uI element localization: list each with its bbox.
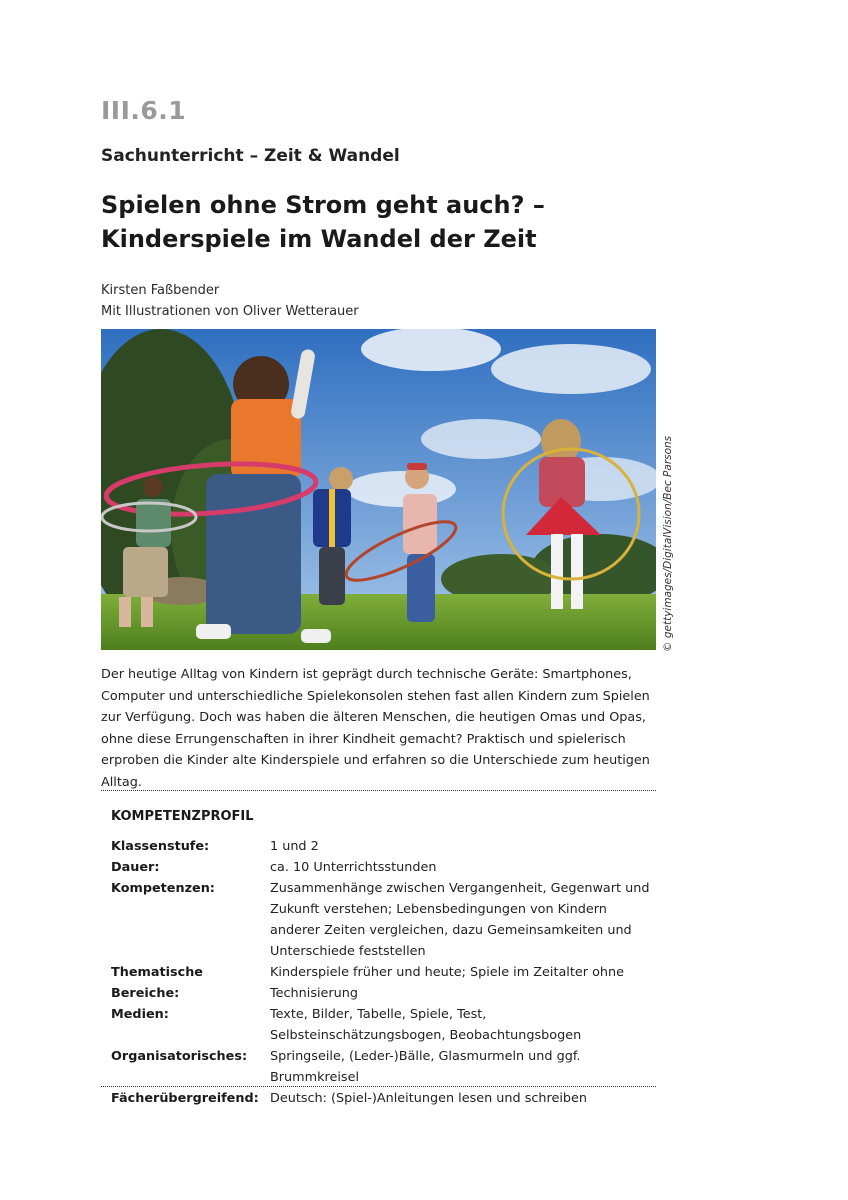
page-title <box>101 188 545 256</box>
profile-label: Medien: <box>111 1007 169 1022</box>
profile-value: ca. 10 Unterrichtsstunden <box>270 860 437 875</box>
title-line-2: Kinderspiele im Wandel der Zeit <box>101 225 537 253</box>
subject-heading: Sachunterricht – Zeit & Wandel <box>101 146 400 166</box>
author-block <box>101 280 359 322</box>
profile-row-grade <box>111 836 651 857</box>
profile-label: Fächerübergreifend: <box>111 1091 259 1106</box>
competence-profile-table <box>111 836 651 1109</box>
profile-label: Dauer: <box>111 860 160 875</box>
intro-paragraph: Der heutige Alltag von Kindern ist geprägt durch technische Geräte: Smartphones, Computer und unterschiedliche Spielekonsolen stehen fast allen Kindern zum Spielen zur Verfügung. Doch was haben die älteren Menschen, die heutigen Omas und Opas, ohne diese Errungenschaften in ihrer Kindheit gemacht? Praktisch und spielerisch erproben die Kinder alte Kinderspiele und erfahren so die Unterschiede zum heutigen Alltag. <box>101 667 650 790</box>
profile-row-media <box>111 1004 651 1046</box>
profile-label: Klassenstufe: <box>111 839 210 854</box>
profile-heading: KOMPETENZPROFIL <box>111 809 254 824</box>
illustrator-credit: Mit Illustrationen von Oliver Wetterauer <box>101 304 359 319</box>
profile-value: 1 und 2 <box>270 839 319 854</box>
author-name: Kirsten Faßbender <box>101 283 220 298</box>
section-number: III.6.1 <box>101 96 187 125</box>
children-hula-hoop-photo <box>101 329 656 650</box>
profile-row-competences <box>111 878 651 962</box>
profile-label: Kompetenzen: <box>111 881 215 896</box>
photo-credit: © gettyimages/DigitalVision/Bec Parsons <box>662 435 674 652</box>
photo-illustration <box>101 329 656 650</box>
profile-row-cross-curricular <box>111 1088 651 1109</box>
divider-bottom <box>101 1086 656 1087</box>
profile-value: Deutsch: (Spiel-)Anleitungen lesen und schreiben <box>270 1091 588 1106</box>
profile-row-duration <box>111 857 651 878</box>
profile-value: Kinderspiele früher und heute; Spiele im Zeitalter ohne Technisierung <box>270 965 625 1001</box>
profile-label: Organisatorisches: <box>111 1049 248 1064</box>
profile-row-organisation <box>111 1046 651 1088</box>
profile-value: Springseile, (Leder-)Bälle, Glasmurmeln und ggf. Brummkreisel <box>270 1049 581 1085</box>
title-line-1: Spielen ohne Strom geht auch? – <box>101 191 545 219</box>
divider-top <box>101 790 656 791</box>
profile-value: Zusammenhänge zwischen Vergangenheit, Gegenwart und Zukunft verstehen; Lebensbedingungen von Kindern anderer Zeiten vergleichen, dazu Gemeinsamkeiten und Unterschiede feststellen <box>270 881 650 959</box>
profile-value: Texte, Bilder, Tabelle, Spiele, Test, Selbsteinschätzungsbogen, Beobachtungsbogen <box>270 1007 582 1043</box>
profile-row-topics <box>111 962 651 1004</box>
profile-label: Thematische Bereiche: <box>111 965 203 1001</box>
